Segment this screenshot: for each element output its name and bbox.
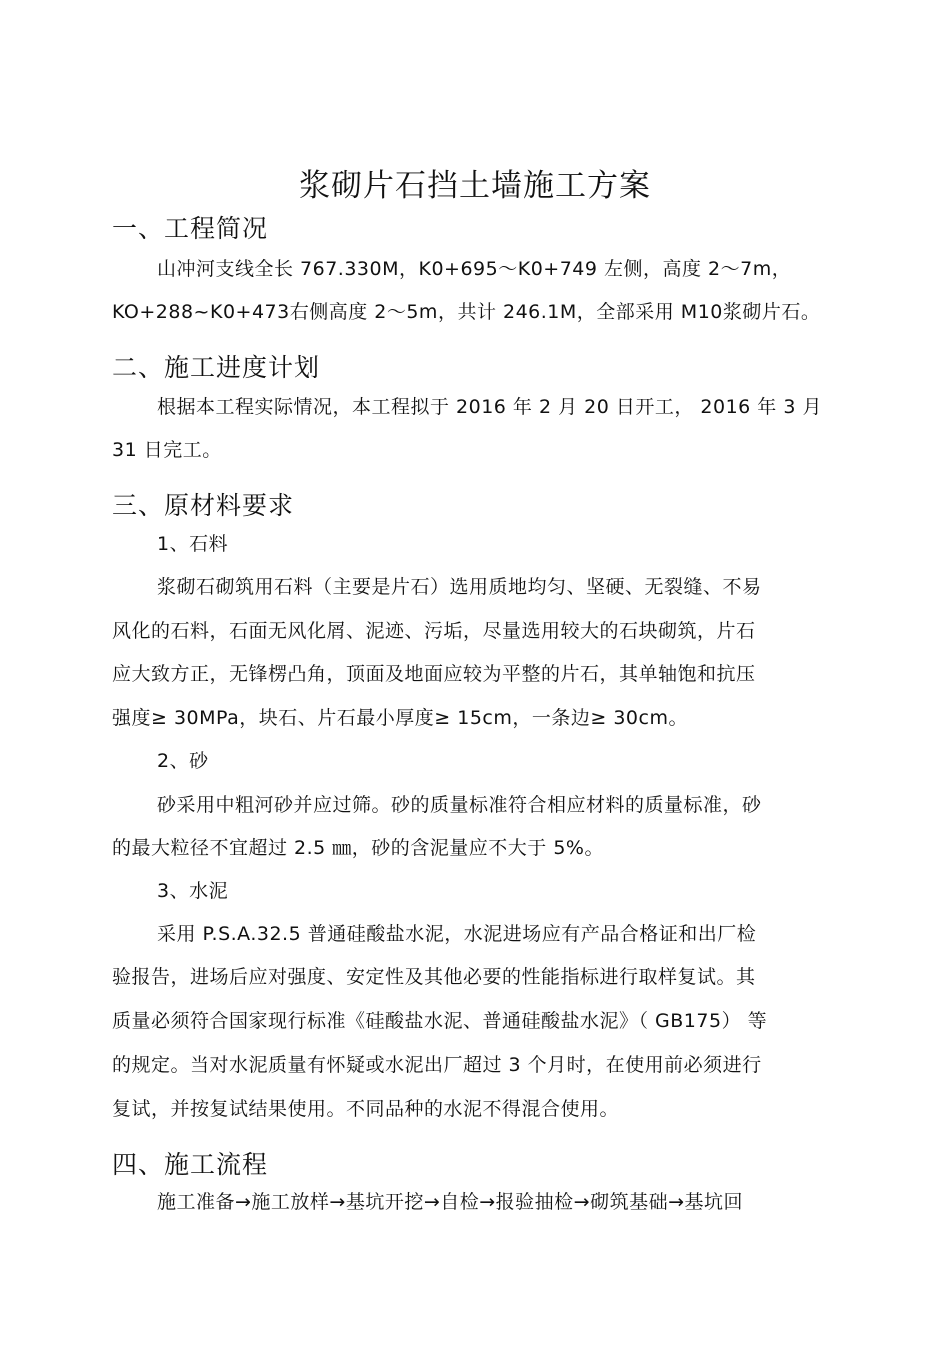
paragraph-line: 质量必须符合国家现行标准《硅酸盐水泥、普通硅酸盐水泥》（ GB175） 等 — [112, 1010, 768, 1032]
subsection-label-sand: 2、砂 — [157, 750, 209, 772]
subsection-label-cement: 3、水泥 — [157, 880, 229, 902]
paragraph-line: 31 日完工。 — [112, 439, 222, 461]
paragraph-line: 应大致方正，无锋楞凸角，顶面及地面应较为平整的片石，其单轴饱和抗压 — [112, 663, 756, 685]
document-title: 浆砌片石挡土墙施工方案 — [299, 168, 651, 204]
paragraph-line: 砂采用中粗河砂并应过筛。砂的质量标准符合相应材料的质量标准，砂 — [157, 794, 762, 816]
section-heading-overview: 一、工程简况 — [112, 214, 269, 243]
paragraph-line: 施工准备→施工放样→基坑开挖→自检→报验抽检→砌筑基础→基坑回 — [157, 1191, 744, 1213]
section-heading-schedule: 二、施工进度计划 — [112, 353, 321, 382]
paragraph-line: 风化的石料，石面无风化屑、泥迹、污垢，尽量选用较大的石块砌筑，片石 — [112, 620, 756, 642]
section-heading-materials: 三、原材料要求 — [112, 491, 295, 520]
paragraph-line: KO+288~K0+473右侧高度 2～5m，共计 246.1M，全部采用 M10浆砌片石。 — [112, 301, 821, 323]
paragraph-line: 采用 P.S.A.32.5 普通硅酸盐水泥，水泥进场应有产品合格证和出厂检 — [157, 923, 757, 945]
paragraph-line: 山冲河支线全长 767.330M，K0+695～K0+749 左侧，高度 2～7m， — [157, 258, 792, 280]
paragraph-line: 浆砌石砌筑用石料（主要是片石）选用质地均匀、坚硬、无裂缝、不易 — [157, 576, 762, 598]
paragraph-line: 的规定。当对水泥质量有怀疑或水泥出厂超过 3 个月时，在使用前必须进行 — [112, 1054, 762, 1076]
paragraph-line: 复试，并按复试结果使用。不同品种的水泥不得混合使用。 — [112, 1098, 620, 1120]
section-heading-process: 四、施工流程 — [112, 1150, 269, 1179]
subsection-label-stone: 1、石料 — [157, 533, 229, 555]
paragraph-line: 验报告，进场后应对强度、安定性及其他必要的性能指标进行取样复试。其 — [112, 966, 756, 988]
paragraph-line: 强度≥ 30MPa，块石、片石最小厚度≥ 15cm，一条边≥ 30cm。 — [112, 707, 688, 729]
paragraph-line: 的最大粒径不宜超过 2.5 ㎜，砂的含泥量应不大于 5%。 — [112, 837, 604, 859]
paragraph-line: 根据本工程实际情况，本工程拟于 2016 年 2 月 20 日开工， 2016 年 3 月 — [157, 396, 822, 418]
